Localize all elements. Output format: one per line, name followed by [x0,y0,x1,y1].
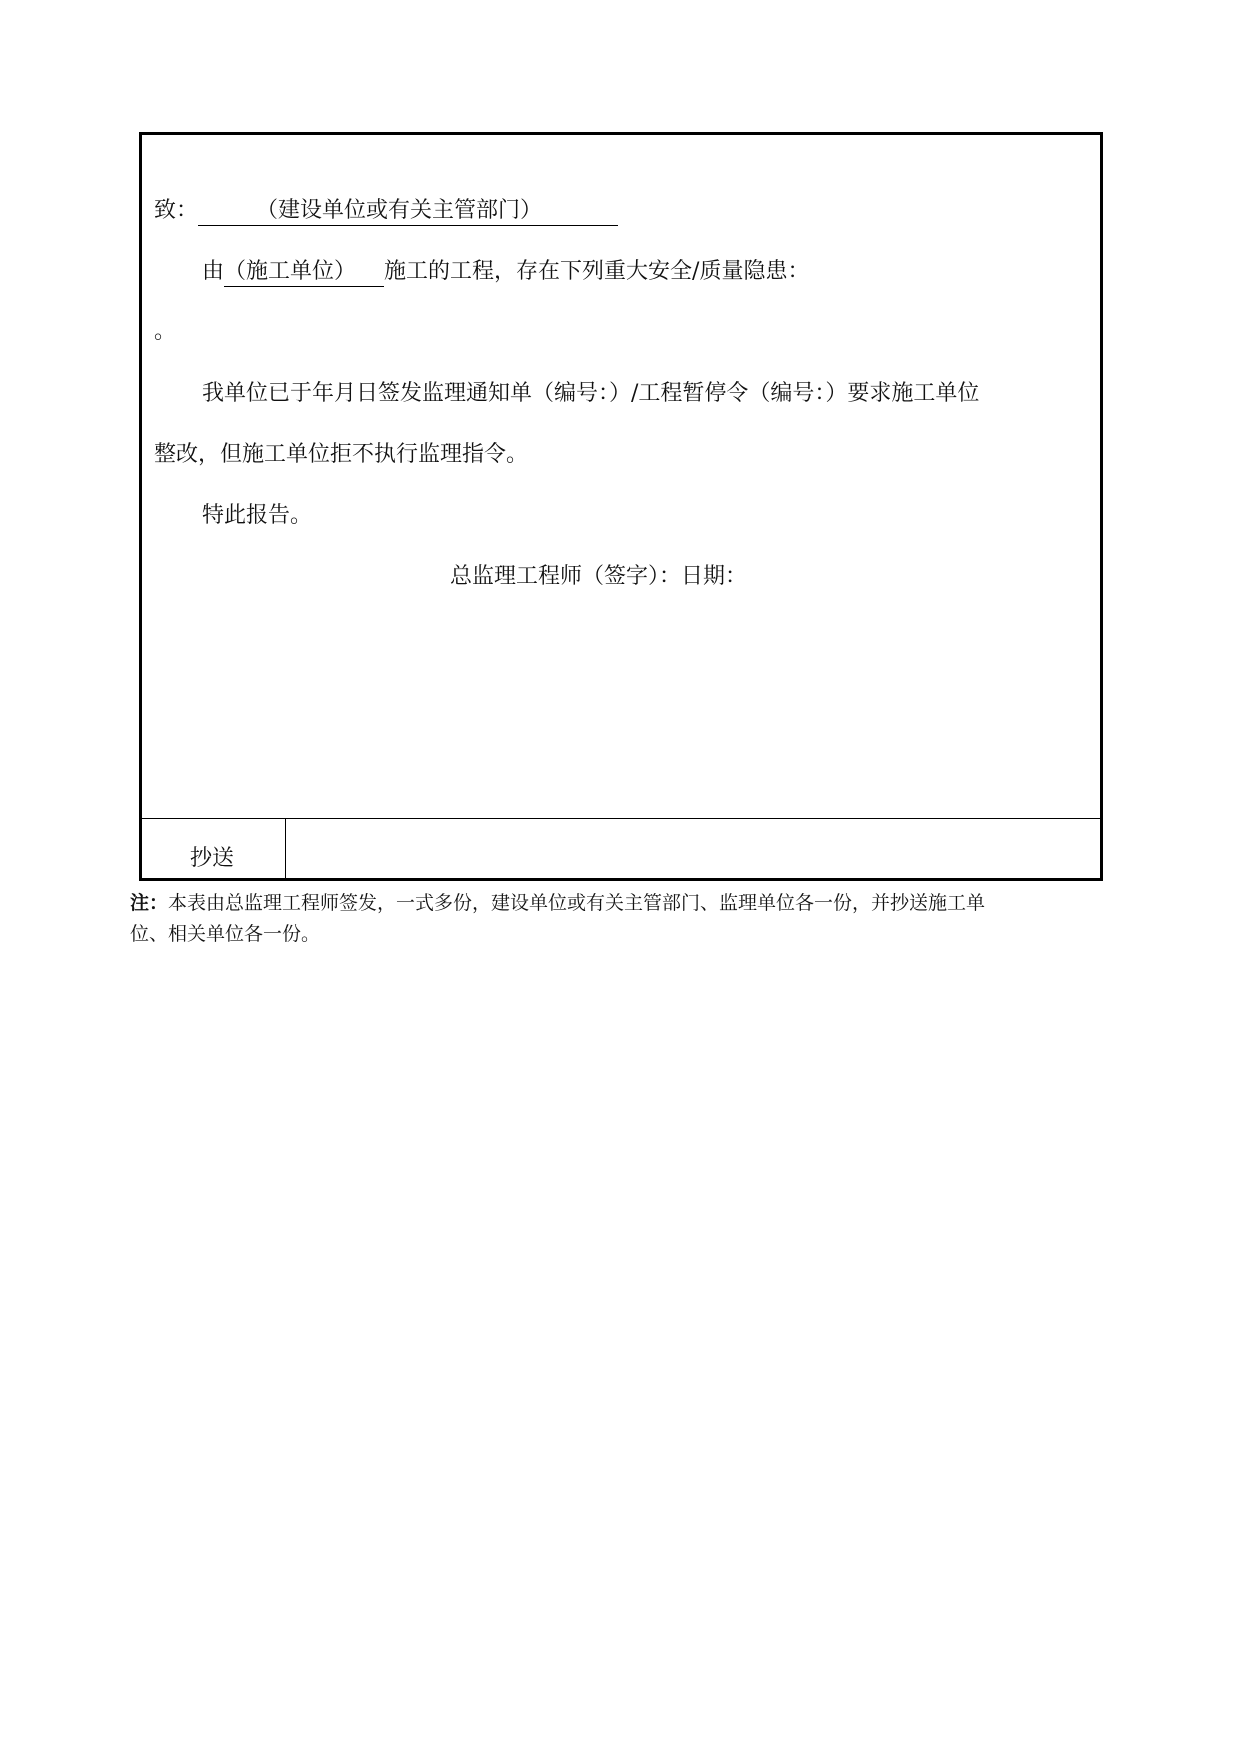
footnote-text-2: 位、相关单位各一份。 [130,923,321,945]
footnote [130,888,1120,950]
closing-text: 特此报告。 [202,503,313,528]
signature-line: 总监理工程师（签字）：日期： [450,564,748,589]
cc-row [142,819,1100,878]
footnote-line-1 [130,888,1120,919]
notice-line-2: 整改，但施工单位拒不执行监理指令。 [154,442,529,467]
by-prefix: 由 [202,259,225,284]
report-form [139,132,1103,881]
cc-label-cell [142,819,286,878]
hazard-intro-line [202,257,809,287]
contractor-field[interactable]: （施工单位） [224,258,384,287]
footnote-label: 注： [130,892,169,914]
report-body-cell [142,135,1100,819]
footnote-text-1: 本表由总监理工程师签发，一式多份，建设单位或有关主管部门、监理单位各一份，并抄送施工单 [168,892,986,914]
recipient-field[interactable]: （建设单位或有关主管部门） [198,197,618,226]
notice-line-1: 我单位已于年月日签发监理通知单（编号：）/工程暂停令（编号：）要求施工单位 [202,381,980,406]
recipient-label: 致： [154,198,199,223]
hazard-detail-field[interactable]: 。 [154,319,177,344]
hazard-intro-text: 施工的工程，存在下列重大安全/质量隐患： [384,259,810,284]
cc-label: 抄送 [190,846,235,871]
recipient-line [154,196,618,226]
cc-value-field[interactable] [287,819,1100,878]
